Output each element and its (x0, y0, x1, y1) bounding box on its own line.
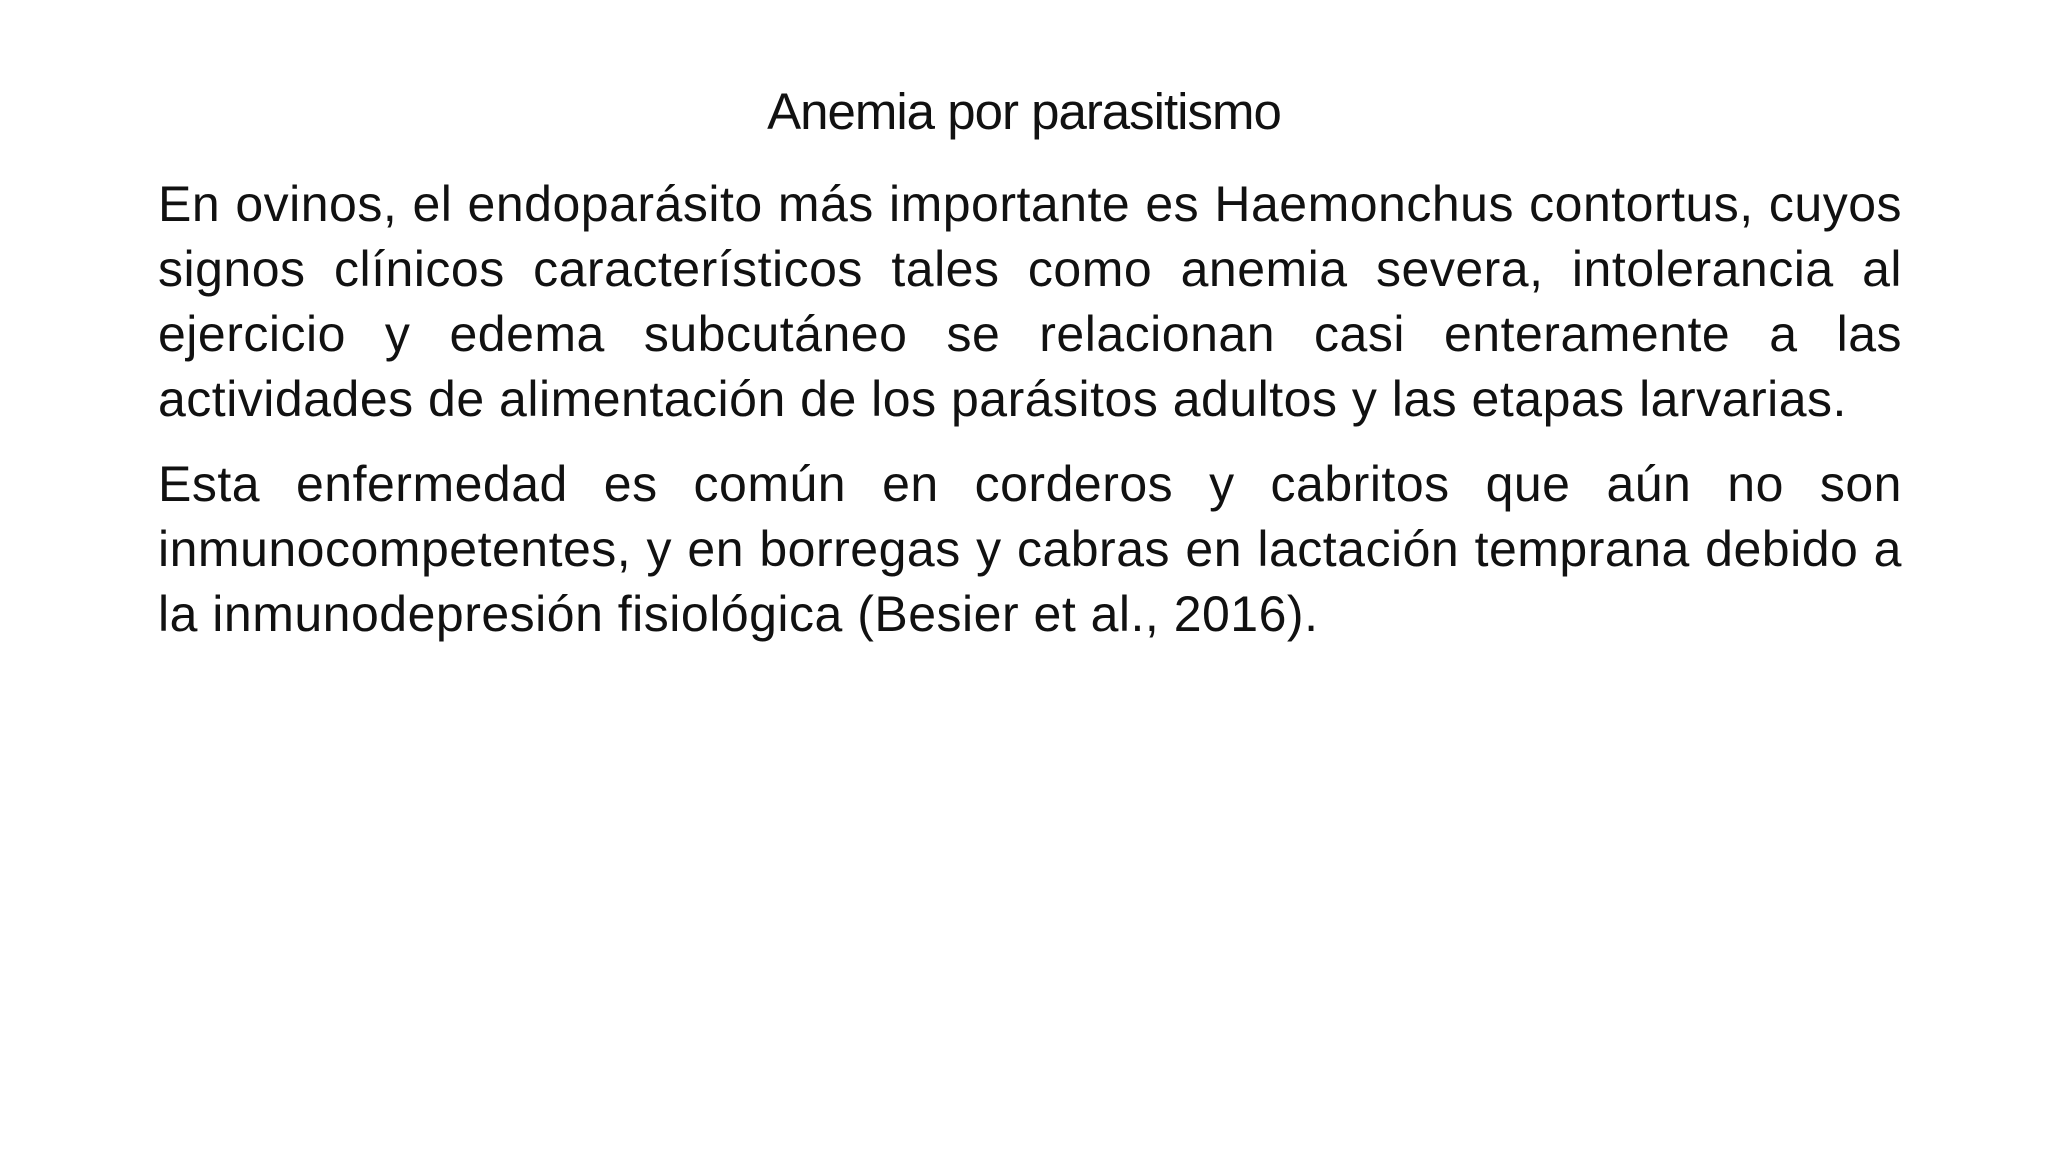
slide-body (158, 172, 1902, 647)
paragraph-susceptibility: Esta enfermedad es común en corderos y cabritos que aún no son inmunocompetentes, y en borregas y cabras en lactación temprana debido a la inmunodepresión fisiológica (Besier et al., 2016). (158, 456, 1902, 642)
slide-title: Anemia por parasitismo (767, 83, 1281, 140)
paragraph-haemonchus: En ovinos, el endoparásito más importante es Haemonchus contortus, cuyos signos clínicos característicos tales como anemia severa, intolerancia al ejercicio y edema subcutáneo se relacionan casi enteramente a las actividades de alimentación de los parásitos adultos y las etapas larvarias. (158, 176, 1902, 427)
